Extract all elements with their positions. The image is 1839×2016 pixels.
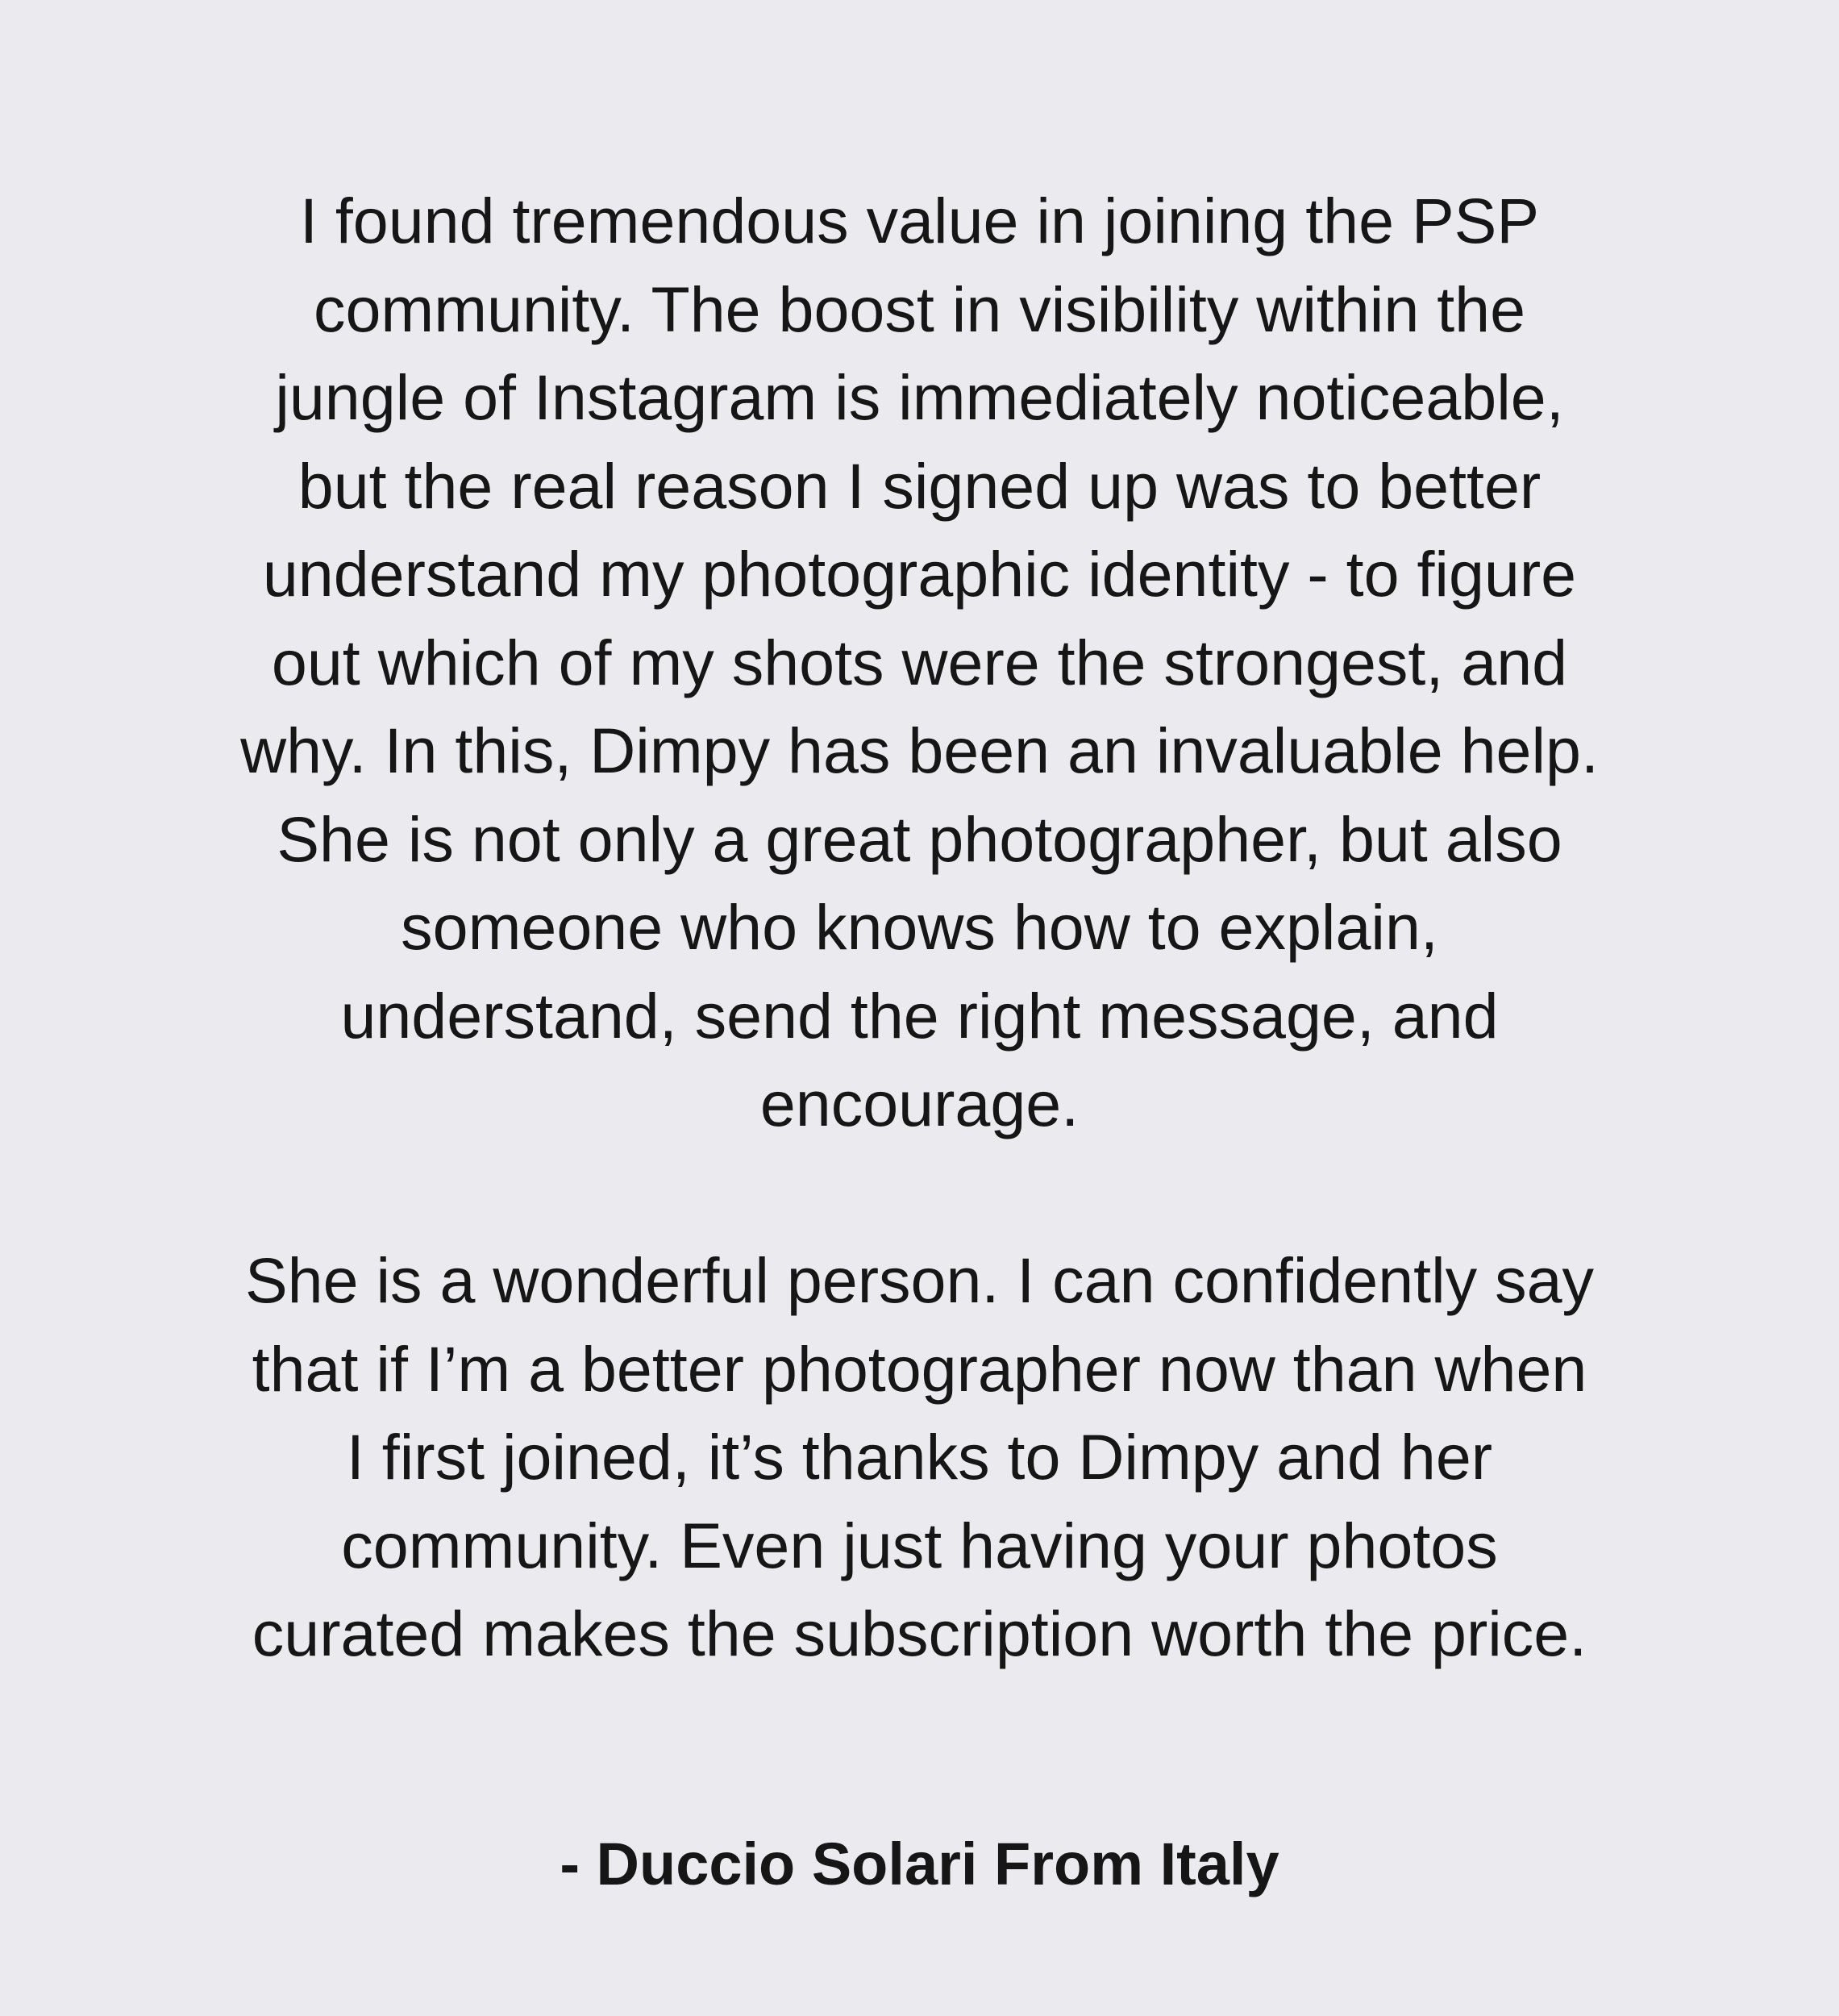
quote-line: community. Even just having your photos [341, 1509, 1498, 1581]
quote-line: understand my photographic identity - to figure [262, 538, 1577, 610]
quote-line: curated makes the subscription worth the price. [252, 1597, 1587, 1669]
testimonial-paragraph-2 [113, 1236, 1726, 1678]
quote-line: out which of my shots were the strongest, and [271, 626, 1568, 698]
quote-line: someone who knows how to explain, [401, 891, 1438, 963]
quote-line: I first joined, it’s thanks to Dimpy and her [346, 1421, 1493, 1493]
quote-line: understand, send the right message, and [340, 979, 1499, 1052]
quote-line: that if I’m a better photographer now than when [252, 1332, 1587, 1405]
quote-line: community. The boost in visibility within the [313, 273, 1526, 345]
testimonial-paragraph-1 [113, 177, 1726, 1148]
quote-line: but the real reason I signed up was to better [297, 449, 1542, 522]
quote-line: She is a wonderful person. I can confidently say [244, 1244, 1595, 1316]
testimonial-attribution: - Duccio Solari From Italy [560, 1831, 1279, 1897]
quote-line: encourage. [759, 1068, 1080, 1139]
quote-line: jungle of Instagram is immediately noticeable, [275, 361, 1564, 433]
quote-line: I found tremendous value in joining the PSP [299, 185, 1540, 256]
quote-line: why. In this, Dimpy has been an invaluable help. [240, 714, 1599, 786]
quote-line: She is not only a great photographer, but also [277, 802, 1562, 875]
